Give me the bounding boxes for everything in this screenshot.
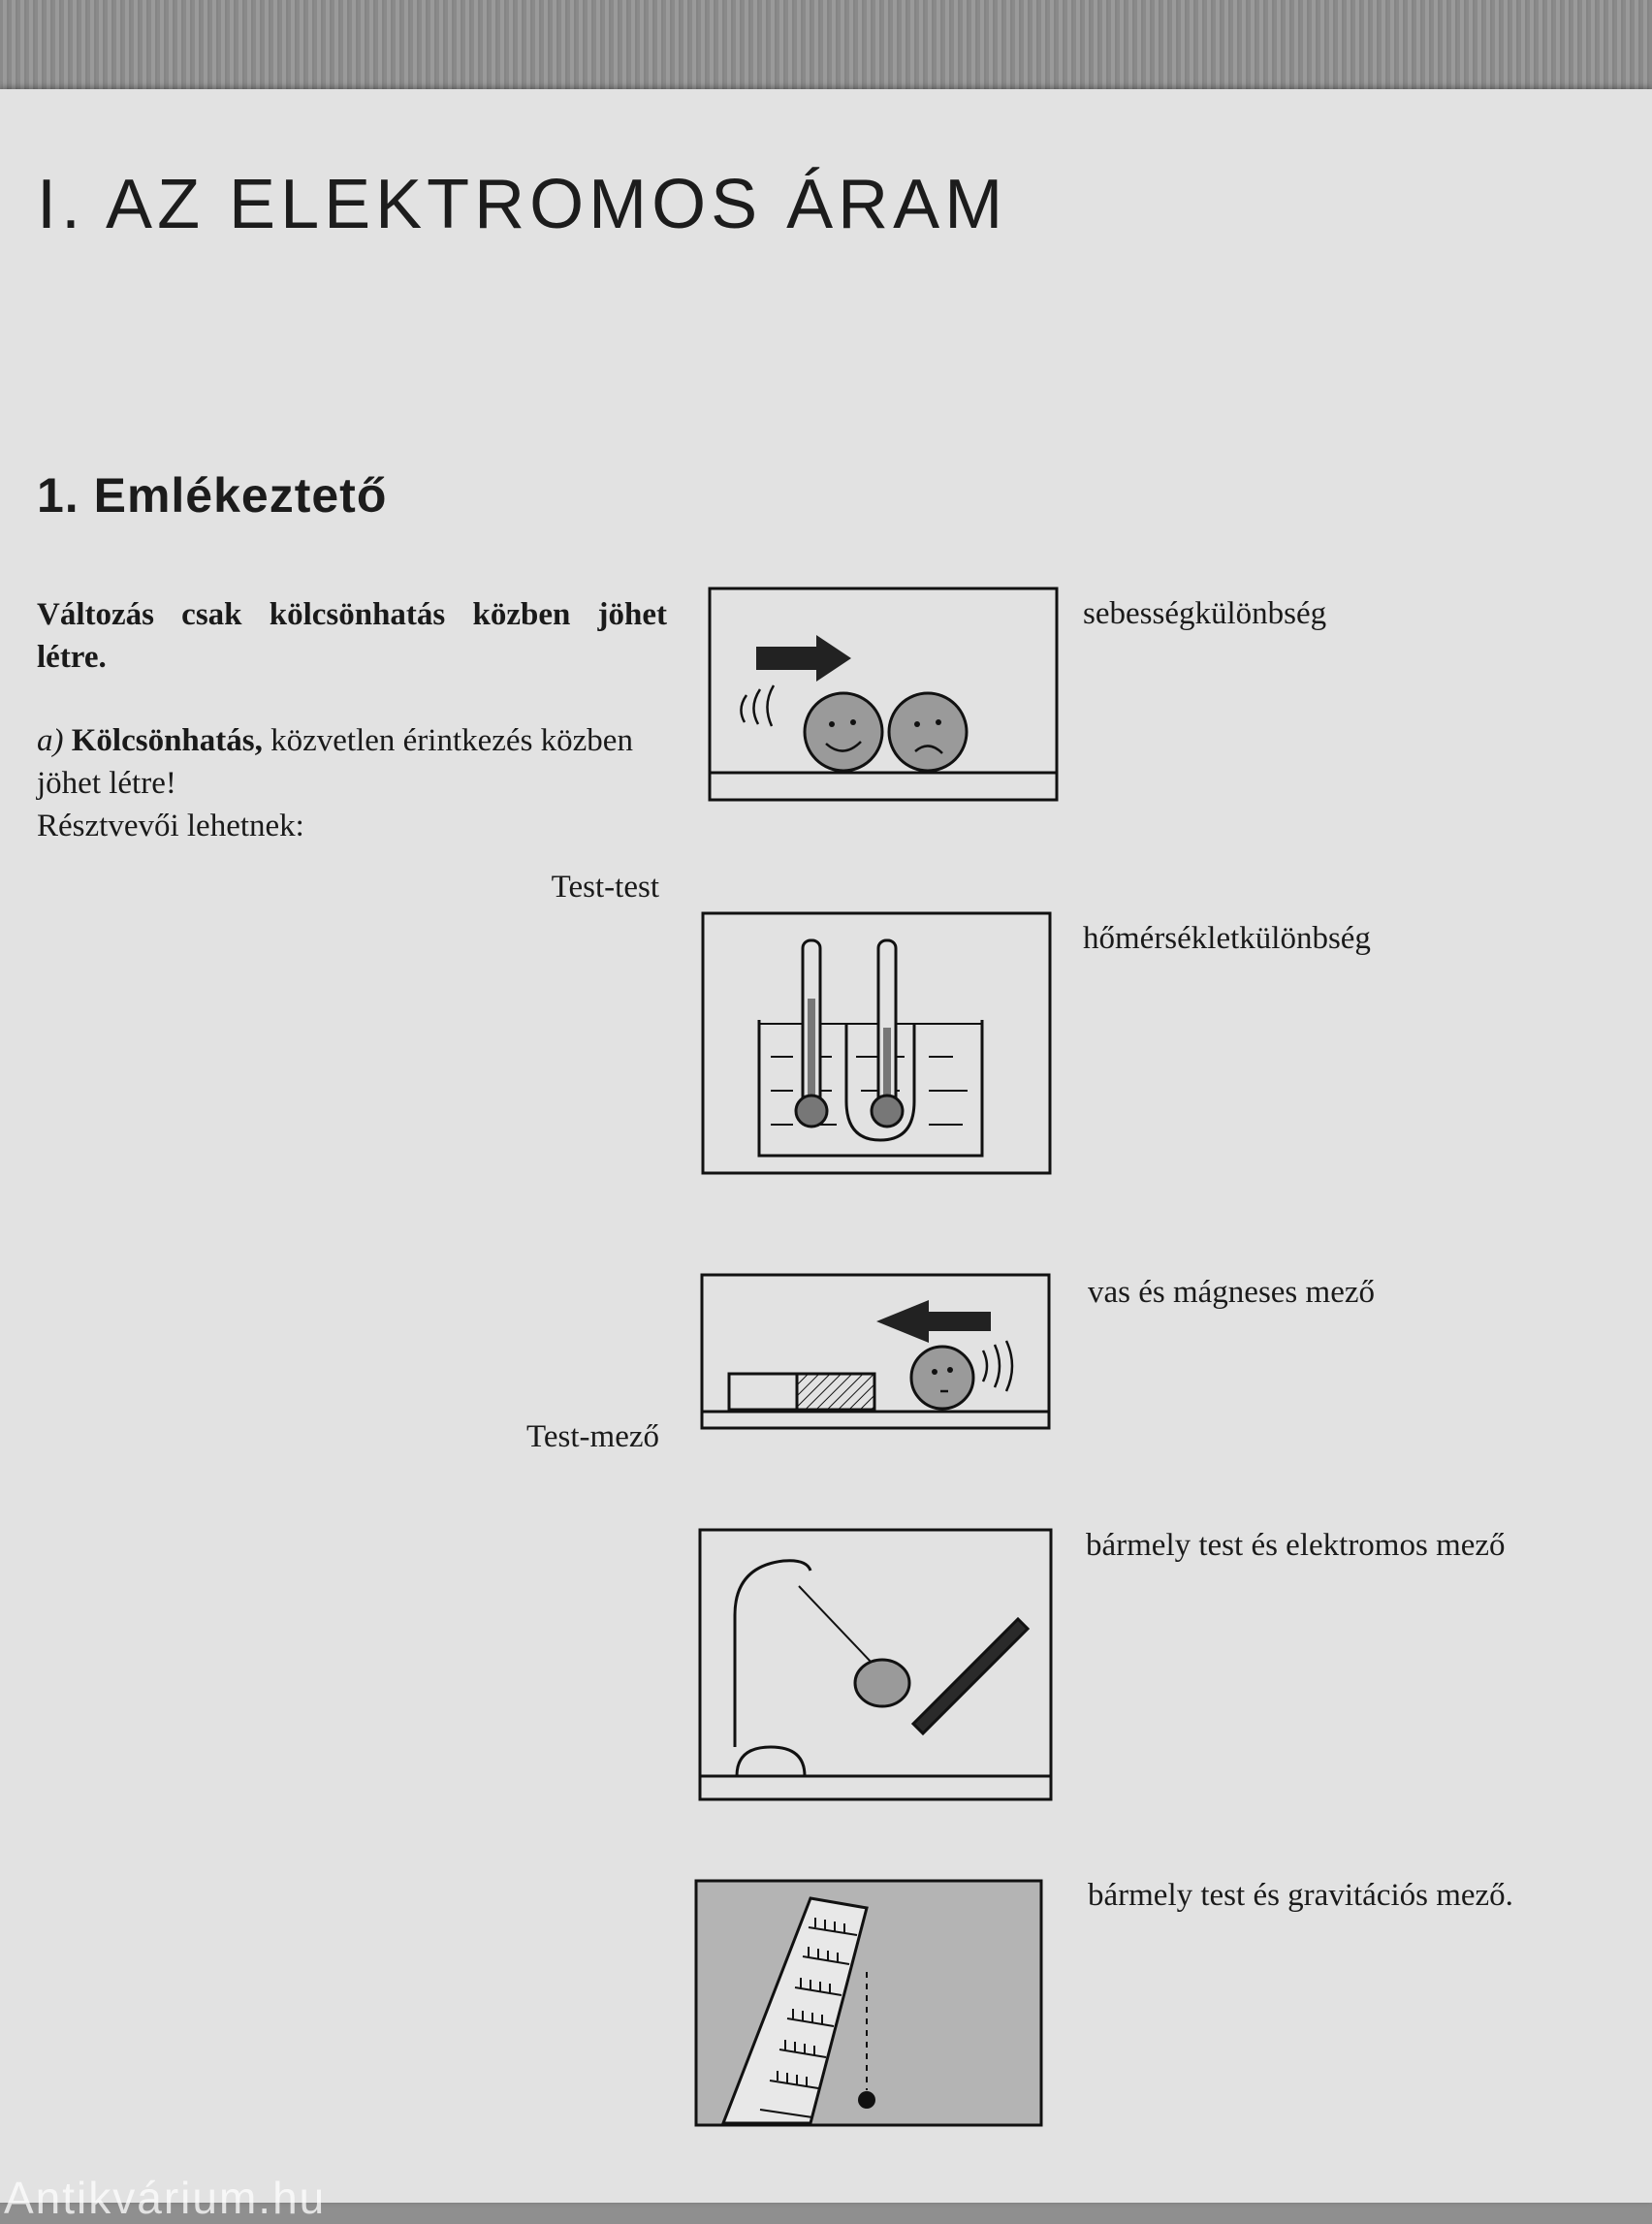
caption-electric: bármely test és elektromos mező xyxy=(1086,1528,1506,1563)
interaction-label: a) xyxy=(37,723,64,758)
intro-text: Változás csak kölcsönhatás közben jöhet létre. xyxy=(37,597,667,675)
watermark: Antikvárium.hu xyxy=(4,2173,327,2223)
illustration-gravity xyxy=(694,1879,1043,2127)
illustration-temperature xyxy=(701,911,1054,1175)
illustration-electric xyxy=(698,1528,1053,1801)
electroscope-icon xyxy=(698,1528,1053,1801)
interaction-rest: közvetlen érintkezés közben jöhet létre! xyxy=(37,723,633,801)
caption-gravity: bármely test és gravitációs mező. xyxy=(1088,1878,1513,1913)
section-title: 1. Emlékeztető xyxy=(37,468,388,523)
caption-magnet: vas és mágneses mező xyxy=(1088,1275,1375,1310)
caption-velocity: sebességkülönbség xyxy=(1083,596,1327,631)
interaction-paragraph xyxy=(37,719,667,847)
category-body-body: Test-test xyxy=(551,870,659,905)
colliding-balls-icon xyxy=(708,587,1059,802)
illustration-magnet xyxy=(700,1273,1051,1430)
thermometers-icon xyxy=(701,911,1054,1175)
chapter-title: I. AZ ELEKTROMOS ÁRAM xyxy=(37,166,1008,243)
caption-temperature: hőmérsékletkülönbség xyxy=(1083,921,1371,956)
magnet-ball-icon xyxy=(700,1273,1051,1430)
participants-text: Résztvevői lehetnek: xyxy=(37,809,304,843)
illustration-velocity xyxy=(708,587,1059,802)
leaning-tower-icon xyxy=(694,1879,1043,2127)
background-strip xyxy=(0,0,1652,93)
category-body-field: Test-mező xyxy=(526,1419,659,1454)
interaction-term: Kölcsönhatás, xyxy=(71,723,263,758)
